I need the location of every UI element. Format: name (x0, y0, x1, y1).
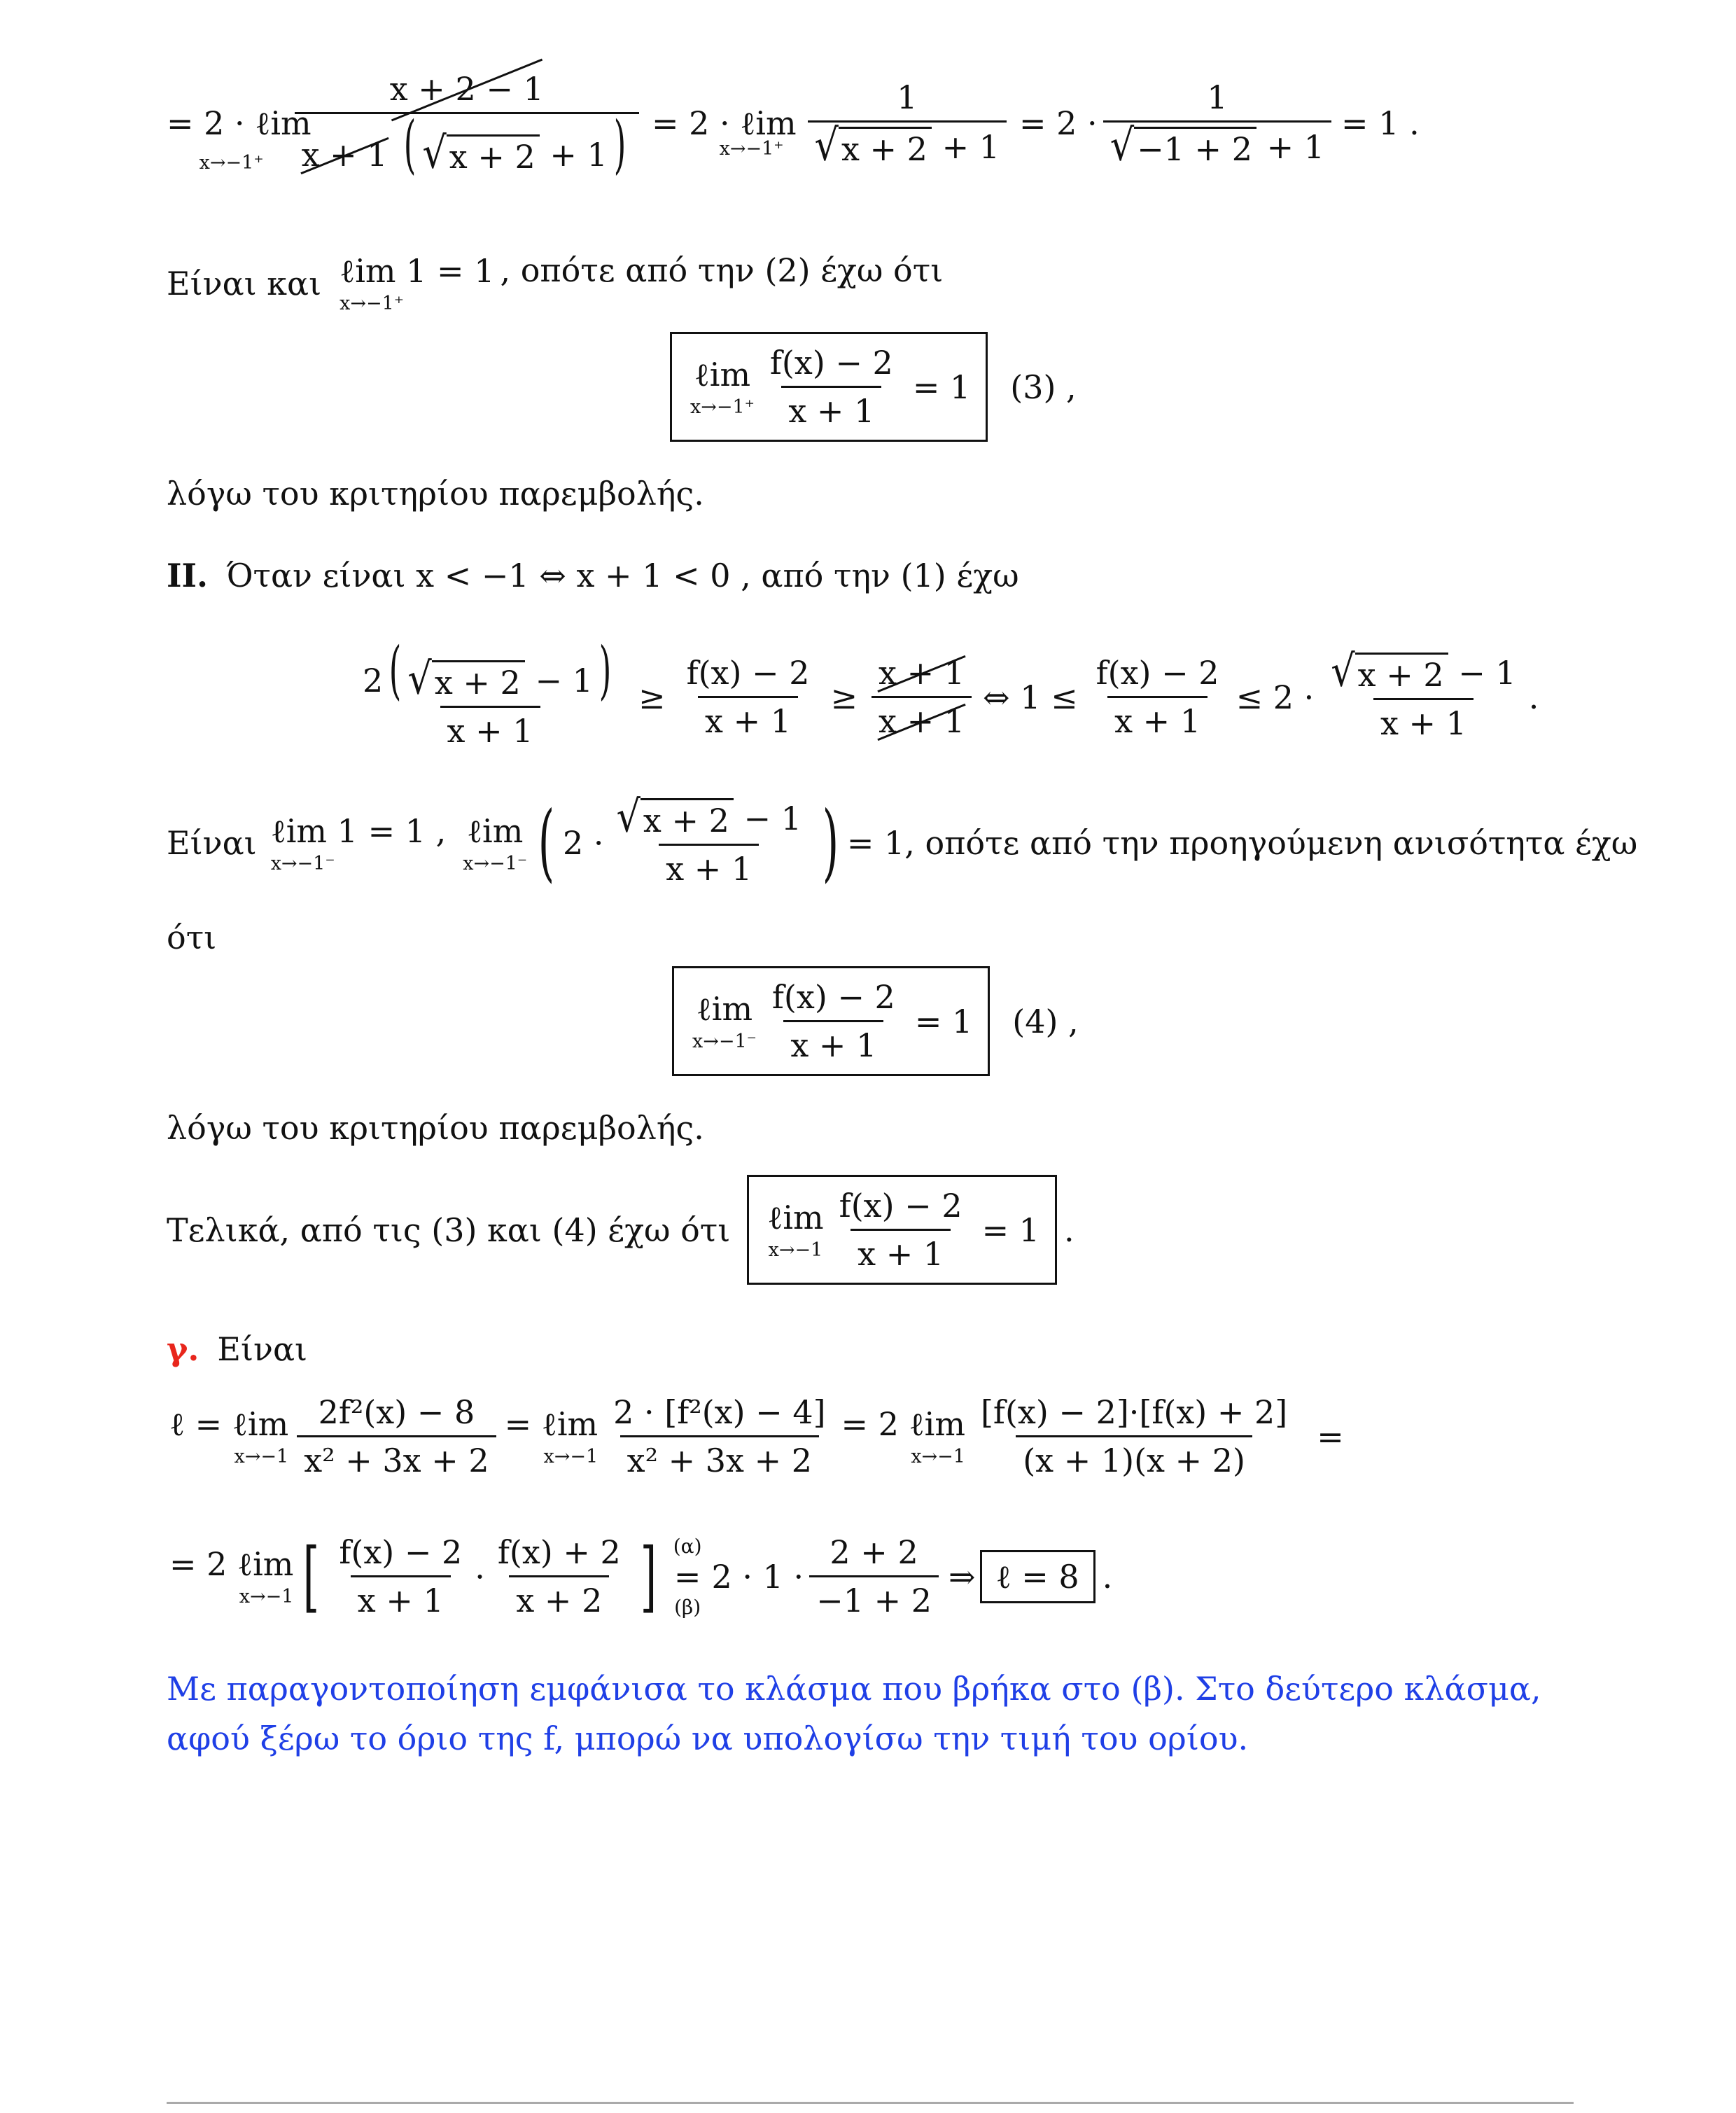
fraction: 1 √ x + 2 + 1 (808, 78, 1007, 168)
section-gamma: γ. Είναι (167, 1330, 308, 1368)
squeeze-text-2: λόγω του κριτηρίου παρεμβολής. (167, 1109, 704, 1147)
equation-line-1: = 2 · ℓim x→−1⁺ x + 2 − 1 x + 1 ( √ x + 2 + 1) = 2 · ℓim x→−1⁺ 1 √ x + 2 + 1 = 2 · 1 √ −1 + 2 + 1 = 1 . (167, 70, 1420, 181)
text: = 2 · ℓim (167, 104, 312, 142)
note-line-1: Με παραγοντοποίηση εμφάνισα το κλάσμα που βρήκα στο (β). Στο δεύτερο κλάσμα, (167, 1670, 1541, 1708)
boxed-result-4: ℓim x→−1⁻ $\frac{f(x) - 2}{x + 1}$ = 1 (4) , (672, 966, 1079, 1076)
text-oti: ότι (167, 919, 217, 956)
note-line-2: αφού ξέρω το όριο της f, μπορώ να υπολογίσω την τιμή του ορίου. (167, 1720, 1249, 1757)
case-II: II. Όταν είναι x < −1 ⇔ x + 1 < 0 , από την (1) έχω (167, 557, 1019, 594)
fraction: x + 2 − 1 x + 1 ( √ x + 2 + 1) (295, 70, 639, 176)
gamma-equation-2: = 2 ℓim x→−1 [ $\frac{f(x) - 2}{x + 1}$ · $\frac{f(x) + 2}{x + 2}$ ] (α) = (β) 2 · 1 · $\frac{2 + 2}{-1 + 2}$ ⇒ ℓ = 8 . (169, 1530, 1113, 1621)
paragraph-2: Είναι και ℓim 1 = 1 x→−1⁺ , οπότε από την (2) έχω ότι (167, 251, 944, 314)
boxed-result-3: ℓim x→−1⁺ $\frac{f(x) - 2}{x + 1}$ = 1 (3) , (670, 332, 1077, 442)
text: = 2 · ℓim (651, 104, 797, 142)
paragraph-5: Είναι ℓim 1 = 1 , x→−1⁻ ℓim x→−1⁻ ( 2 · √ x + 2 − 1 x + 1 ) = 1, οπότε από την προηγούμενη ανισότητα έχω (167, 790, 1638, 891)
limit-subscript: x→−1⁺ (199, 152, 264, 174)
footer-divider (167, 2102, 1574, 2104)
squeeze-text-1: λόγω του κριτηρίου παρεμβολής. (167, 475, 704, 512)
gamma-equation-1: ℓ = ℓim x→−1 $\frac{\text{2f²(x) − 8}}{\text{x² + 3x + 2}}$ = ℓim x→−1 $\frac{\text{2 · [f²(x) − 4]}}{\text{x² + 3x + 2}}$ = 2 ℓim x→−1 $\frac{[f(x) - 2]\cdot[f(x) + 2]}{(x + 1)(x + 2)}$ = (169, 1393, 1344, 1479)
inequality: 2( √ x + 2 − 1) x + 1 ≥ $\frac{f(x) - 2}{x + 1}$ ≥ $\frac{x + 1}{x + 1}$ ⇔ 1 ≤ $\frac{f(x) - 2}{x + 1}$ ≤ 2 · √ x + 2 − 1 x + 1 . (363, 634, 1539, 750)
fraction: 1 √ −1 + 2 + 1 (1103, 78, 1331, 168)
final-result: Τελικά, από τις (3) και (4) έχω ότι ℓim x→−1 $\frac{f(x) - 2}{x + 1}$ = 1 . (167, 1175, 1074, 1285)
